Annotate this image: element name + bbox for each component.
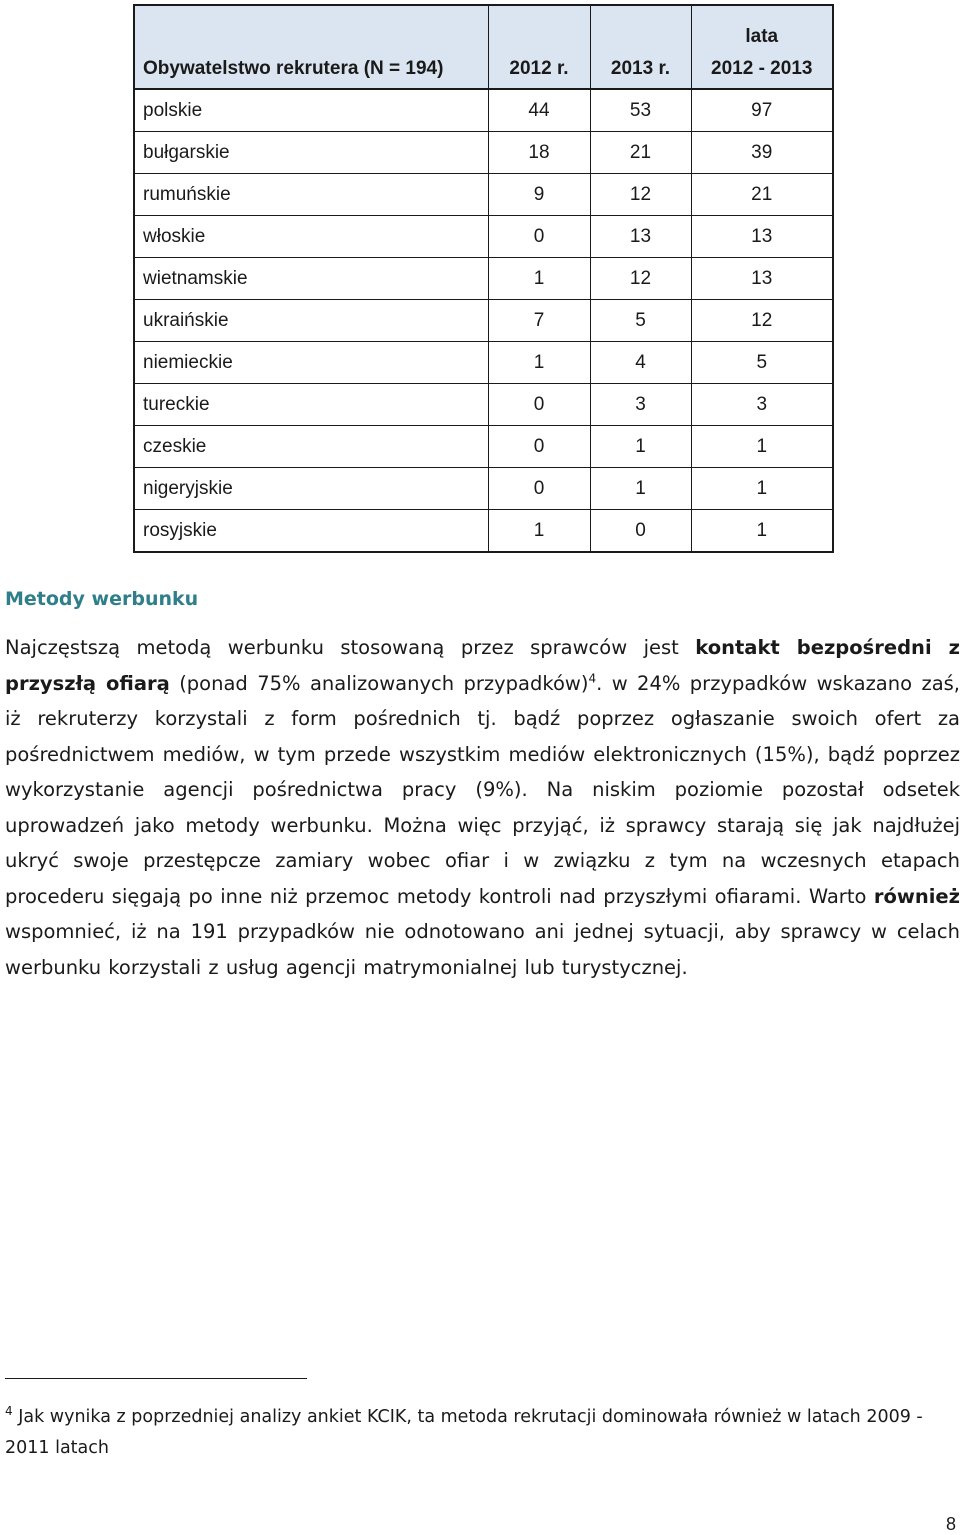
cell-total: 12	[691, 300, 833, 342]
cell-2013: 13	[590, 216, 691, 258]
cell-total: 39	[691, 132, 833, 174]
cell-2012: 9	[488, 174, 590, 216]
footnote-separator	[5, 1378, 307, 1379]
cell-total: 21	[691, 174, 833, 216]
cell-2013: 1	[590, 468, 691, 510]
cell-citizenship: rosyjskie	[134, 510, 488, 553]
table-row	[134, 216, 833, 258]
cell-citizenship: ukraińskie	[134, 300, 488, 342]
cell-2013: 0	[590, 510, 691, 553]
cell-total: 13	[691, 258, 833, 300]
cell-citizenship: wietnamskie	[134, 258, 488, 300]
cell-citizenship: polskie	[134, 89, 488, 132]
cell-2012: 7	[488, 300, 590, 342]
paragraph-text-4: wspomnieć, iż na 191 przypadków nie odnotowano ani jednej sytuacji, aby sprawcy w celach werbunku korzystali z usług agencji matrymonialnej lub turystycznej.	[5, 920, 960, 979]
paragraph-text-1: Najczęstszą metodą werbunku stosowaną przez sprawców jest	[5, 636, 696, 659]
paragraph-bold-2: również	[873, 884, 960, 908]
cell-total: 97	[691, 89, 833, 132]
table-row	[134, 89, 833, 132]
header-total-bottom: 2012 - 2013	[711, 58, 813, 79]
cell-2012: 1	[488, 510, 590, 553]
cell-total: 1	[691, 426, 833, 468]
table-row	[134, 510, 833, 553]
table-row	[134, 384, 833, 426]
table-row	[134, 342, 833, 384]
table-row	[134, 132, 833, 174]
table-row	[134, 174, 833, 216]
cell-2013: 5	[590, 300, 691, 342]
paragraph-bold-1: kontakt bezpośredni z przyszłą ofiarą	[5, 636, 960, 695]
footnote-mark: 4	[5, 1404, 13, 1419]
cell-total: 5	[691, 342, 833, 384]
table-row	[134, 258, 833, 300]
header-total	[691, 5, 833, 89]
cell-2013: 4	[590, 342, 691, 384]
footnote-reference: 4	[588, 671, 597, 685]
header-2012: 2012 r.	[488, 5, 590, 89]
table-header-row	[134, 5, 833, 89]
paragraph-text-2: (ponad 75% analizowanych przypadków)	[169, 671, 589, 695]
cell-citizenship: niemieckie	[134, 342, 488, 384]
cell-2012: 0	[488, 468, 590, 510]
paragraph-text-3: . w 24% przypadków wskazano zaś, iż rekruterzy korzystali z form pośrednich tj. bądź poprzez ogłaszanie swoich ofert za pośrednictwem mediów, w tym przede wszystkim mediów elektronicznych (15%), bądź poprzez wykorzystanie agencji pośrednictwa pracy (9%). Na niskim poziomie pozostał odsetek uprowadzeń jako metody werbunku. Można więc przyjąć, iż sprawcy starają się jak najdłużej ukryć swoje przestępcze zamiary wobec ofiar i w związku z tym na wczesnych etapach procederu sięgają po inne niż przemoc metody kontroli nad przyszłymi ofiarami. Warto	[5, 671, 960, 908]
cell-2012: 1	[488, 342, 590, 384]
cell-2013: 21	[590, 132, 691, 174]
body-paragraph	[5, 630, 960, 985]
table-body	[134, 89, 833, 552]
cell-citizenship: nigeryjskie	[134, 468, 488, 510]
cell-2012: 0	[488, 426, 590, 468]
cell-citizenship: czeskie	[134, 426, 488, 468]
cell-citizenship: włoskie	[134, 216, 488, 258]
cell-2012: 44	[488, 89, 590, 132]
table-row	[134, 468, 833, 510]
cell-2013: 1	[590, 426, 691, 468]
citizenship-table	[133, 4, 834, 553]
cell-total: 13	[691, 216, 833, 258]
cell-2012: 0	[488, 216, 590, 258]
table-row	[134, 426, 833, 468]
cell-citizenship: tureckie	[134, 384, 488, 426]
cell-2013: 12	[590, 174, 691, 216]
cell-2012: 0	[488, 384, 590, 426]
header-citizenship: Obywatelstwo rekrutera (N = 194)	[134, 5, 488, 89]
header-total-top: lata	[745, 26, 779, 47]
citizenship-table-container	[133, 4, 832, 553]
footnote-text: Jak wynika z poprzedniej analizy ankiet KCIK, ta metoda rekrutacji dominowała również w latach 2009 - 2011 latach	[5, 1407, 923, 1458]
cell-total: 1	[691, 468, 833, 510]
cell-2013: 12	[590, 258, 691, 300]
cell-total: 1	[691, 510, 833, 553]
cell-2012: 1	[488, 258, 590, 300]
cell-citizenship: bułgarskie	[134, 132, 488, 174]
cell-2013: 53	[590, 89, 691, 132]
table-row	[134, 300, 833, 342]
header-2013: 2013 r.	[590, 5, 691, 89]
cell-citizenship: rumuńskie	[134, 174, 488, 216]
cell-2013: 3	[590, 384, 691, 426]
section-heading: Metody werbunku	[5, 588, 199, 610]
page-number: 8	[945, 1514, 956, 1534]
cell-2012: 18	[488, 132, 590, 174]
footnote	[5, 1402, 960, 1464]
cell-total: 3	[691, 384, 833, 426]
